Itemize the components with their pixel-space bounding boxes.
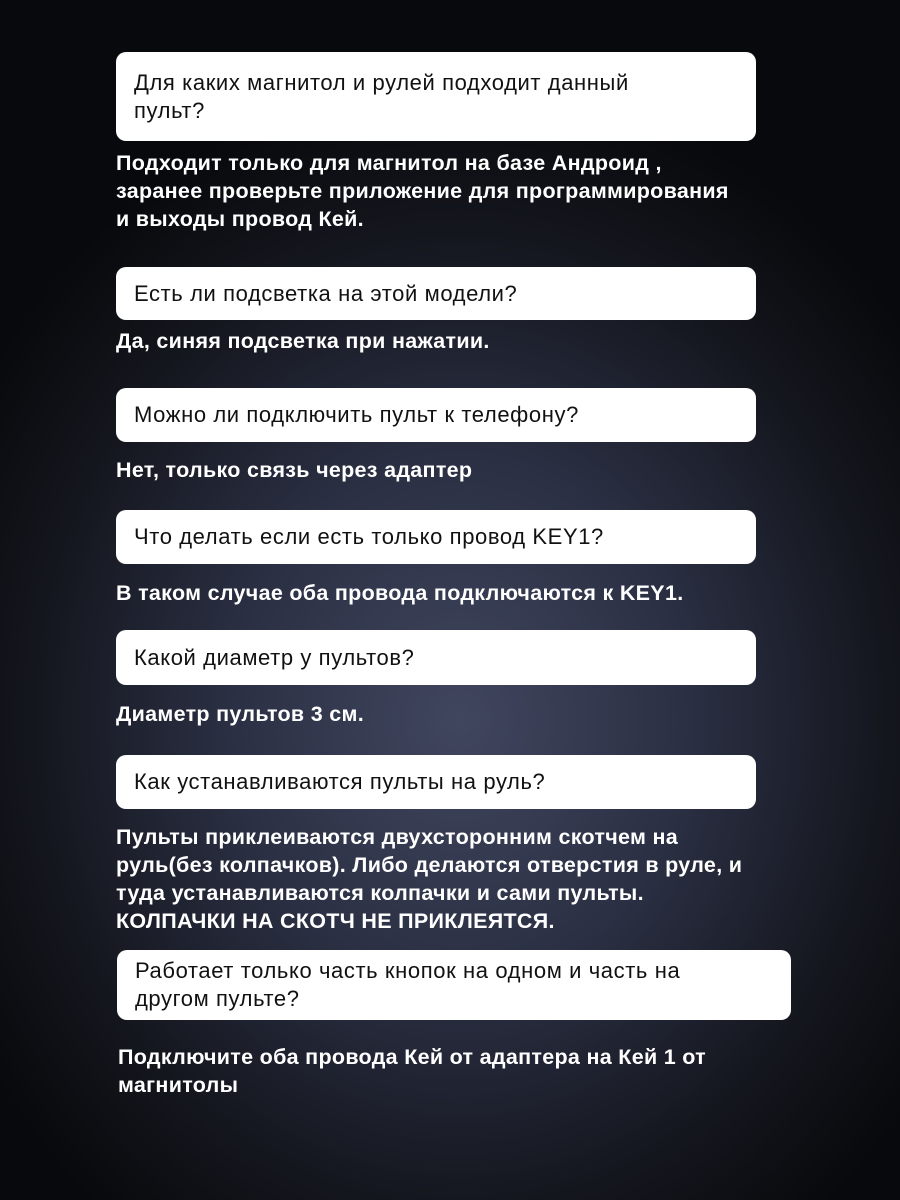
faq-answer-5 [116,700,364,728]
question-line: пульт? [134,97,205,123]
answer-line: и выходы провод Кей. [116,207,364,231]
answer-line: Подходит только для магнитол на базе Андроид , [116,151,662,175]
answer-line: туда устанавливаются колпачки и сами пульты. [116,881,644,905]
answer-line: Да, синяя подсветка при нажатии. [116,329,490,353]
question-line: Какой диаметр у пультов? [134,644,415,670]
answer-line: Нет, только связь через адаптер [116,458,473,482]
answer-line: Диаметр пультов 3 см. [116,702,364,726]
question-line: Как устанавливаются пульты на руль? [134,769,546,794]
answer-line: В таком случае оба провода подключаются к KEY1. [116,581,684,605]
faq-answer-7 [118,1043,706,1099]
faq-answer-3 [116,456,472,484]
answer-line: руль(без колпачков). Либо делаются отверстия в руле, и [116,853,743,877]
answer-line: Подключите оба провода Кей от адаптера на Кей 1 от [118,1045,707,1069]
faq-answer-6 [116,823,742,935]
faq-answer-2 [116,327,490,355]
question-line: Работает только часть кнопок на одном и часть на [135,958,681,983]
question-line: Можно ли подключить пульт к телефону? [134,402,579,427]
faq-question-3 [116,388,756,442]
question-line: Есть ли подсветка на этой модели? [134,280,518,306]
faq-answer-1 [116,149,729,233]
faq-question-6 [116,755,756,809]
faq-question-7 [117,950,791,1020]
faq-answer-4 [116,579,683,607]
faq-question-2 [116,267,756,320]
answer-line: Пульты приклеиваются двухсторонним скотчем на [116,825,679,849]
answer-line: КОЛПАЧКИ НА СКОТЧ НЕ ПРИКЛЕЯТСЯ. [116,909,555,933]
faq-question-4 [116,510,756,564]
faq-question-5 [116,630,756,685]
question-line: Для каких магнитол и рулей подходит данный [134,69,629,95]
question-line: Что делать если есть только провод KEY1? [134,524,604,549]
answer-line: заранее проверьте приложение для программирования [116,179,729,203]
answer-line: магнитолы [118,1073,239,1097]
question-line: другом пульте? [135,986,300,1011]
faq-question-1 [116,52,756,141]
